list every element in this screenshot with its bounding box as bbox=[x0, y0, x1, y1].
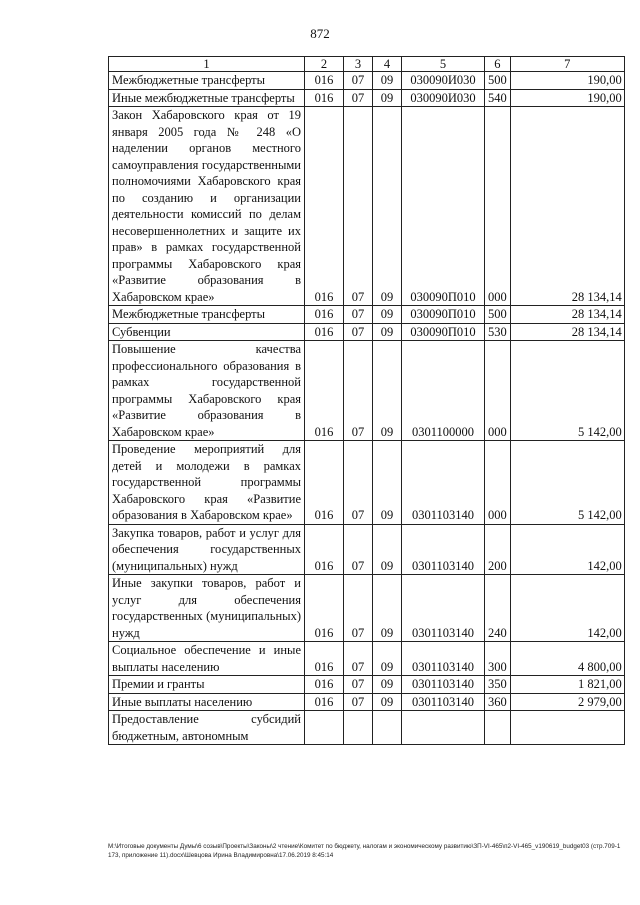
table-row bbox=[109, 711, 625, 745]
row-name-cell bbox=[109, 72, 305, 90]
table-row bbox=[109, 323, 625, 341]
row-name: Межбюджетные трансферты bbox=[112, 73, 266, 87]
row-c2-cell: 016 bbox=[305, 323, 344, 341]
row-c7-cell: 28 134,14 bbox=[510, 306, 624, 324]
row-name: Премии и гранты bbox=[112, 677, 205, 691]
row-c3-cell: 07 bbox=[344, 323, 373, 341]
row-name: Закон Хабаровского края от 19 января 2005 года № 248 «О наделении органов местного самоуправления государственными полномочиями Хабаровского края по созданию и организации деятельности комиссий по делам несовершеннолетних и защите их прав» в рамках государственной программы Хабаровского края «Развитие образования в Хабаровском крае» bbox=[112, 108, 301, 304]
row-name-cell bbox=[109, 107, 305, 306]
row-c3-cell: 07 bbox=[344, 575, 373, 642]
row-c2-cell: 016 bbox=[305, 341, 344, 441]
row-c6-cell: 000 bbox=[485, 107, 511, 306]
row-c5-cell: 0301103140 bbox=[402, 693, 485, 711]
row-c7-cell: 5 142,00 bbox=[510, 341, 624, 441]
row-name-cell bbox=[109, 524, 305, 575]
table-row bbox=[109, 693, 625, 711]
row-c5-cell: 030090П010 bbox=[402, 306, 485, 324]
row-c6-cell: 500 bbox=[485, 72, 511, 90]
row-c4-cell: 09 bbox=[373, 323, 402, 341]
row-c5-cell: 0301103140 bbox=[402, 642, 485, 676]
row-c2-cell: 016 bbox=[305, 642, 344, 676]
row-name-cell bbox=[109, 441, 305, 525]
row-c2-cell: 016 bbox=[305, 441, 344, 525]
row-c4-cell: 09 bbox=[373, 693, 402, 711]
table-row bbox=[109, 676, 625, 694]
row-name: Иные межбюджетные трансферты bbox=[112, 90, 295, 105]
row-c4-cell: 09 bbox=[373, 107, 402, 306]
row-c5-cell: 0301103140 bbox=[402, 676, 485, 694]
row-c6-cell: 300 bbox=[485, 642, 511, 676]
row-c7-cell bbox=[510, 711, 624, 745]
row-c6-cell: 000 bbox=[485, 441, 511, 525]
row-name: Предоставление субсидий бюджетным, автономным bbox=[112, 712, 301, 743]
row-c6-cell bbox=[485, 711, 511, 745]
row-name: Межбюджетные трансферты bbox=[112, 307, 266, 321]
row-c4-cell: 09 bbox=[373, 575, 402, 642]
row-c7-cell: 190,00 bbox=[510, 89, 624, 107]
row-c2-cell: 016 bbox=[305, 72, 344, 90]
row-name-cell bbox=[109, 323, 305, 341]
row-c4-cell: 09 bbox=[373, 72, 402, 90]
row-name-cell bbox=[109, 693, 305, 711]
row-c5-cell: 0301100000 bbox=[402, 341, 485, 441]
row-c3-cell bbox=[344, 711, 373, 745]
row-name-cell bbox=[109, 341, 305, 441]
row-c3-cell: 07 bbox=[344, 693, 373, 711]
row-c7-cell: 1 821,00 bbox=[510, 676, 624, 694]
row-name: Повышение качества профессионального образования в рамках государственной программы Хабаровского края «Развитие образования в Хабаровском крае» bbox=[112, 342, 301, 439]
row-c6-cell: 360 bbox=[485, 693, 511, 711]
row-c3-cell: 07 bbox=[344, 524, 373, 575]
row-c6-cell: 500 bbox=[485, 306, 511, 324]
table-row bbox=[109, 642, 625, 676]
row-c4-cell: 09 bbox=[373, 341, 402, 441]
row-c5-cell: 0301103140 bbox=[402, 575, 485, 642]
row-c2-cell: 016 bbox=[305, 306, 344, 324]
row-c4-cell: 09 bbox=[373, 524, 402, 575]
row-c6-cell: 540 bbox=[485, 89, 511, 107]
header-cell: 4 bbox=[373, 57, 402, 72]
row-c7-cell: 4 800,00 bbox=[510, 642, 624, 676]
row-name: Закупка товаров, работ и услуг для обеспечения государственных (муниципальных) нужд bbox=[112, 525, 301, 573]
row-c4-cell bbox=[373, 711, 402, 745]
row-c3-cell: 07 bbox=[344, 107, 373, 306]
table-row bbox=[109, 441, 625, 525]
header-cell: 5 bbox=[402, 57, 485, 72]
header-cell: 7 bbox=[510, 57, 624, 72]
row-c5-cell: 0301103140 bbox=[402, 524, 485, 575]
row-c3-cell: 07 bbox=[344, 441, 373, 525]
header-cell: 2 bbox=[305, 57, 344, 72]
row-c6-cell: 200 bbox=[485, 524, 511, 575]
row-c4-cell: 09 bbox=[373, 676, 402, 694]
row-c7-cell: 142,00 bbox=[510, 524, 624, 575]
row-c7-cell: 190,00 bbox=[510, 72, 624, 90]
row-c7-cell: 142,00 bbox=[510, 575, 624, 642]
row-name-cell bbox=[109, 711, 305, 745]
row-c6-cell: 350 bbox=[485, 676, 511, 694]
table-row bbox=[109, 524, 625, 575]
table-row bbox=[109, 341, 625, 441]
row-c6-cell: 000 bbox=[485, 341, 511, 441]
row-c6-cell: 240 bbox=[485, 575, 511, 642]
row-c3-cell: 07 bbox=[344, 341, 373, 441]
row-c2-cell: 016 bbox=[305, 575, 344, 642]
row-c5-cell: 030090И030 bbox=[402, 72, 485, 90]
row-c6-cell: 530 bbox=[485, 323, 511, 341]
table-row bbox=[109, 72, 625, 90]
row-c5-cell: 0301103140 bbox=[402, 441, 485, 525]
row-c7-cell: 2 979,00 bbox=[510, 693, 624, 711]
row-c2-cell: 016 bbox=[305, 524, 344, 575]
row-c2-cell: 016 bbox=[305, 107, 344, 306]
row-c4-cell: 09 bbox=[373, 89, 402, 107]
row-name: Иные выплаты населению bbox=[112, 694, 253, 709]
row-c2-cell: 016 bbox=[305, 676, 344, 694]
row-name-cell bbox=[109, 676, 305, 694]
row-c2-cell: 016 bbox=[305, 693, 344, 711]
row-name-cell bbox=[109, 575, 305, 642]
row-c4-cell: 09 bbox=[373, 642, 402, 676]
table-row bbox=[109, 89, 625, 107]
row-c3-cell: 07 bbox=[344, 72, 373, 90]
table-row bbox=[109, 306, 625, 324]
row-c7-cell: 28 134,14 bbox=[510, 323, 624, 341]
row-name-cell bbox=[109, 642, 305, 676]
row-c2-cell: 016 bbox=[305, 89, 344, 107]
header-cell: 1 bbox=[109, 57, 305, 72]
row-name-cell bbox=[109, 89, 305, 107]
table-row bbox=[109, 107, 625, 306]
row-c3-cell: 07 bbox=[344, 89, 373, 107]
row-c5-cell: 030090И030 bbox=[402, 89, 485, 107]
header-cell: 3 bbox=[344, 57, 373, 72]
row-name: Иные закупки товаров, работ и услуг для обеспечения государственных (муниципальных) нужд bbox=[112, 576, 301, 640]
row-c4-cell: 09 bbox=[373, 306, 402, 324]
row-c5-cell: 030090П010 bbox=[402, 323, 485, 341]
row-c5-cell bbox=[402, 711, 485, 745]
file-path-footer: М:\Итоговые документы Думы\6 созыв\Проекты\Законы\2 чтение\Комитет по бюджету, налогам и экономическому развитию\ЗП-VI-465\п2-VI-465_v190619_budget03 (стр.709-1173, приложение 11).docx\Шевцова Ирина Владимировна\17.06.2019 8:45:14 bbox=[108, 843, 621, 859]
row-c4-cell: 09 bbox=[373, 441, 402, 525]
row-c3-cell: 07 bbox=[344, 306, 373, 324]
budget-table bbox=[108, 56, 625, 745]
header-row bbox=[109, 57, 625, 72]
row-name: Проведение мероприятий для детей и молодежи в рамках государственной программы Хабаровского края «Развитие образования в Хабаровском крае» bbox=[112, 442, 301, 522]
row-c7-cell: 5 142,00 bbox=[510, 441, 624, 525]
row-name: Социальное обеспечение и иные выплаты населению bbox=[112, 643, 301, 674]
row-name-cell bbox=[109, 306, 305, 324]
row-c7-cell: 28 134,14 bbox=[510, 107, 624, 306]
page-number: 872 bbox=[310, 26, 330, 41]
table-row bbox=[109, 575, 625, 642]
row-c3-cell: 07 bbox=[344, 676, 373, 694]
row-c3-cell: 07 bbox=[344, 642, 373, 676]
row-name: Субвенции bbox=[112, 324, 171, 339]
row-c2-cell bbox=[305, 711, 344, 745]
row-c5-cell: 030090П010 bbox=[402, 107, 485, 306]
header-cell: 6 bbox=[485, 57, 511, 72]
